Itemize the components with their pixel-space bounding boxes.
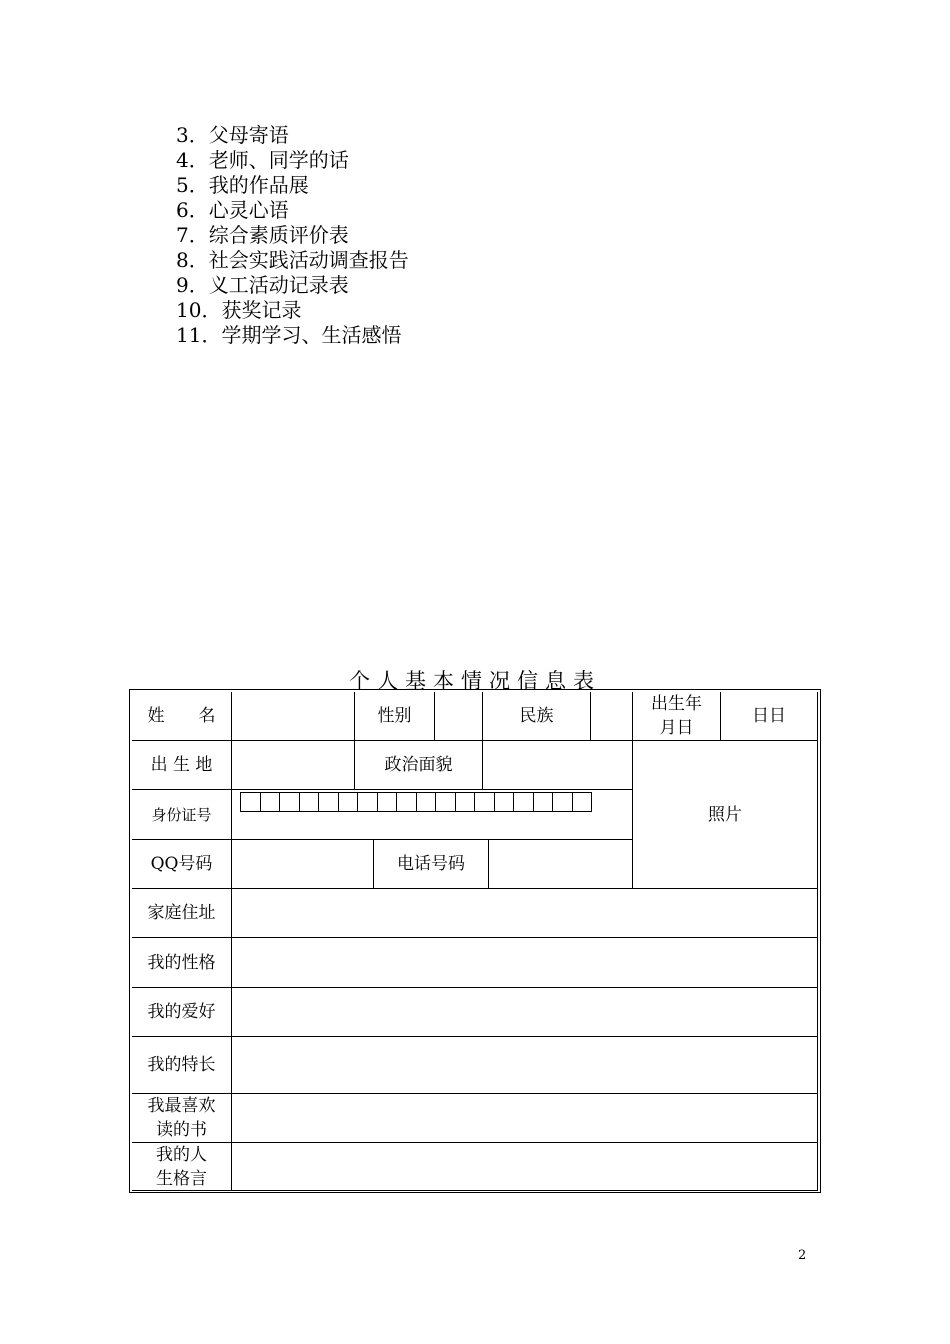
personality-label: 我的性格	[132, 938, 232, 988]
phone-label: 电话号码	[374, 840, 489, 889]
ethnicity-field[interactable]	[591, 692, 633, 741]
id-digit-box[interactable]	[494, 792, 515, 812]
id-digit-box[interactable]	[435, 792, 456, 812]
id-digit-box[interactable]	[474, 792, 495, 812]
id-digit-box[interactable]	[552, 792, 573, 812]
address-field[interactable]	[232, 889, 818, 938]
page-number: 2	[798, 1248, 807, 1263]
toc-item: 5．我的作品展	[176, 173, 309, 197]
name-field[interactable]	[232, 692, 355, 741]
ethnicity-label: 民族	[483, 692, 591, 741]
id-digit-box[interactable]	[318, 792, 339, 812]
toc-list	[176, 123, 409, 348]
favorite-book-label: 我最喜欢读的书	[132, 1094, 232, 1143]
id-digit-box[interactable]	[455, 792, 476, 812]
table-title: 个人基本情况信息表	[349, 669, 601, 693]
id-digit-box[interactable]	[338, 792, 359, 812]
personality-field[interactable]	[232, 938, 818, 988]
id-digit-box[interactable]	[299, 792, 320, 812]
address-label: 家庭住址	[132, 889, 232, 938]
toc-item: 9．义工活动记录表	[176, 273, 349, 297]
specialty-field[interactable]	[232, 1037, 818, 1094]
id-digit-box[interactable]	[572, 792, 593, 812]
toc-item: 11．学期学习、生活感悟	[176, 323, 402, 347]
birthplace-field[interactable]	[232, 741, 355, 790]
id-digit-box[interactable]	[396, 792, 417, 812]
id-digit-box[interactable]	[357, 792, 378, 812]
specialty-label: 我的特长	[132, 1037, 232, 1094]
id-digit-box[interactable]	[279, 792, 300, 812]
id-digit-box[interactable]	[416, 792, 437, 812]
id-digit-box[interactable]	[240, 792, 261, 812]
motto-field[interactable]	[232, 1143, 818, 1191]
photo-box[interactable]: 照片	[633, 741, 818, 889]
toc-item: 6．心灵心语	[176, 198, 289, 222]
name-label: 姓 名	[132, 692, 232, 741]
hobby-field[interactable]	[232, 988, 818, 1037]
birthplace-label: 出 生 地	[132, 741, 232, 790]
toc-item: 8．社会实践活动调查报告	[176, 248, 409, 272]
favorite-book-field[interactable]	[232, 1094, 818, 1143]
birth-date-field[interactable]: 日日	[721, 692, 818, 741]
qq-label: QQ号码	[132, 840, 232, 889]
birth-date-label: 出生年月日	[633, 692, 721, 741]
toc-item: 3．父母寄语	[176, 123, 289, 147]
gender-field[interactable]	[435, 692, 483, 741]
id-digit-box[interactable]	[377, 792, 398, 812]
hobby-label: 我的爱好	[132, 988, 232, 1037]
gender-label: 性别	[355, 692, 435, 741]
political-status-field[interactable]	[483, 741, 633, 790]
id-digit-box[interactable]	[513, 792, 534, 812]
id-number-label: 身份证号	[132, 790, 232, 840]
political-status-label: 政治面貌	[355, 741, 483, 790]
toc-item: 10．获奖记录	[176, 298, 302, 322]
toc-item: 7．综合素质评价表	[176, 223, 349, 247]
toc-item: 4．老师、同学的话	[176, 148, 349, 172]
motto-label: 我的人生格言	[132, 1143, 232, 1191]
qq-field[interactable]	[232, 840, 374, 889]
id-digit-box[interactable]	[533, 792, 554, 812]
id-digit-box[interactable]	[260, 792, 281, 812]
phone-field[interactable]	[489, 840, 633, 889]
